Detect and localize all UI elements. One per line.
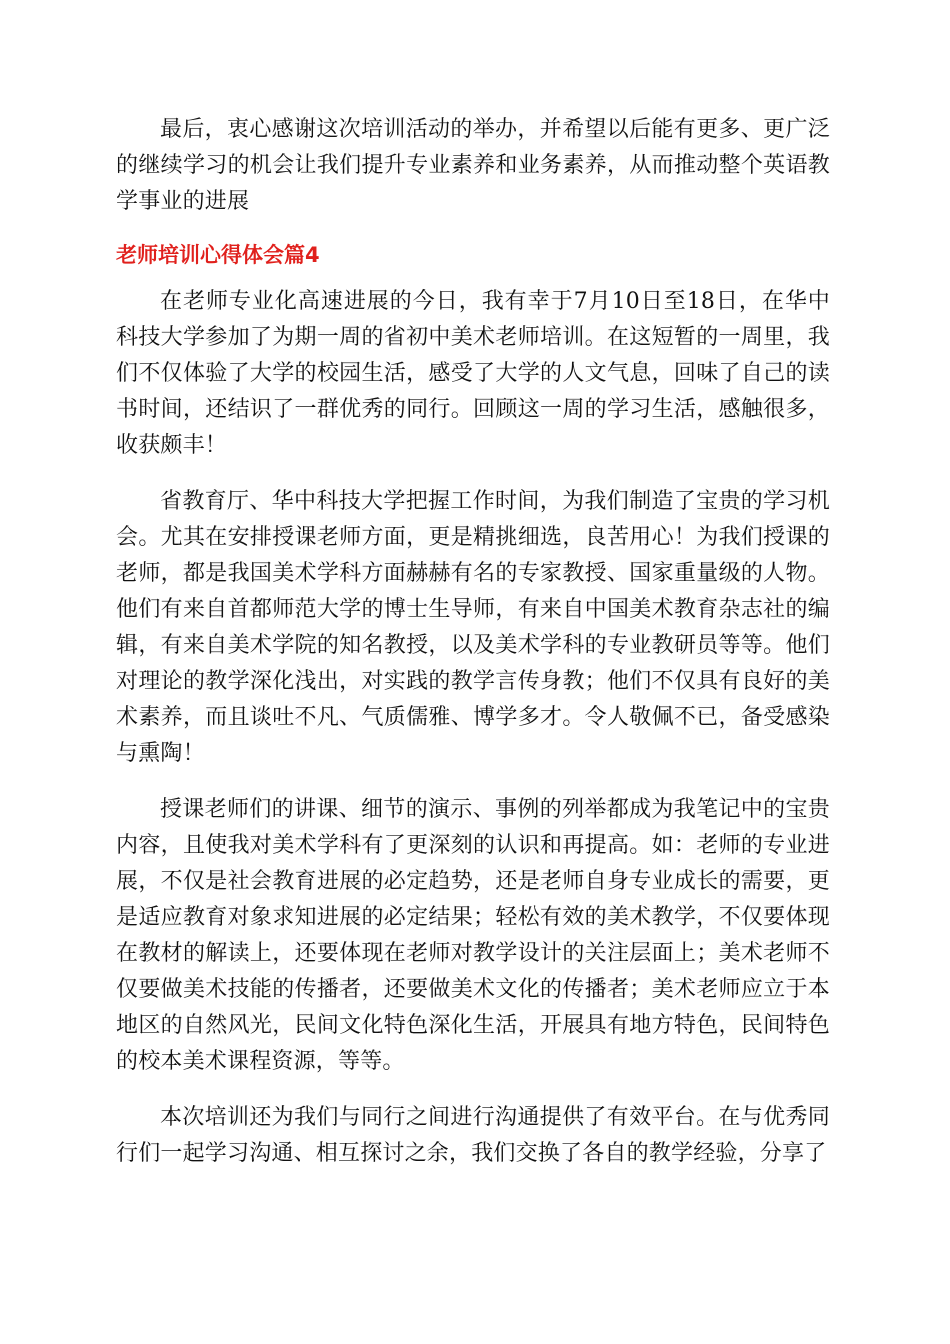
body-paragraph-4: 本次培训还为我们与同行之间进行沟通提供了有效平台。在与优秀同行们一起学习沟通、相互探讨之余，我们交换了各自的教学经验，分享了 xyxy=(116,1105,830,1166)
closing-paragraph: 最后，衷心感谢这次培训活动的举办，并希望以后能有更多、更广泛的继续学习的机会让我们提升专业素养和业务素养，从而推动整个英语教学事业的进展 xyxy=(116,117,830,214)
body-paragraph-3: 授课老师们的讲课、细节的演示、事例的列举都成为我笔记中的宝贵内容，且使我对美术学科有了更深刻的认识和再提高。如：老师的专业进展，不仅是社会教育进展的必定趋势，还是老师自身专业成长的需要，更是适应教育对象求知进展的必定结果；轻松有效的美术教学，不仅要体现在教材的解读上，还要体现在老师对教学设计的关注层面上；美术老师不仅要做美术技能的传播者，还要做美术文化的传播者；美术老师应立于本地区的自然风光，民间文化特色深化生活，开展具有地方特色，民间特色的校本美术课程资源，等等。 xyxy=(116,797,830,1074)
body-paragraph-1: 在老师专业化高速进展的今日，我有幸于7月10日至18日，在华中科技大学参加了为期一周的省初中美术老师培训。在这短暂的一周里，我们不仅体验了大学的校园生活，感受了大学的人文气息，回味了自己的读书时间，还结识了一群优秀的同行。回顾这一周的学习生活，感触很多，收获颇丰！ xyxy=(116,289,830,458)
section-heading: 老师培训心得体会篇4 xyxy=(116,243,320,267)
body-paragraph-2: 省教育厅、华中科技大学把握工作时间，为我们制造了宝贵的学习机会。尤其在安排授课老师方面，更是精挑细选，良苦用心！为我们授课的老师，都是我国美术学科方面赫赫有名的专家教授、国家重量级的人物。他们有来自首都师范大学的博士生导师，有来自中国美术教育杂志社的编辑，有来自美术学院的知名教授，以及美术学科的专业教研员等等。他们对理论的教学深化浅出，对实践的教学言传身教；他们不仅具有良好的美术素养，而且谈吐不凡、气质儒雅、博学多才。令人敬佩不已，备受感染与熏陶！ xyxy=(116,489,830,766)
